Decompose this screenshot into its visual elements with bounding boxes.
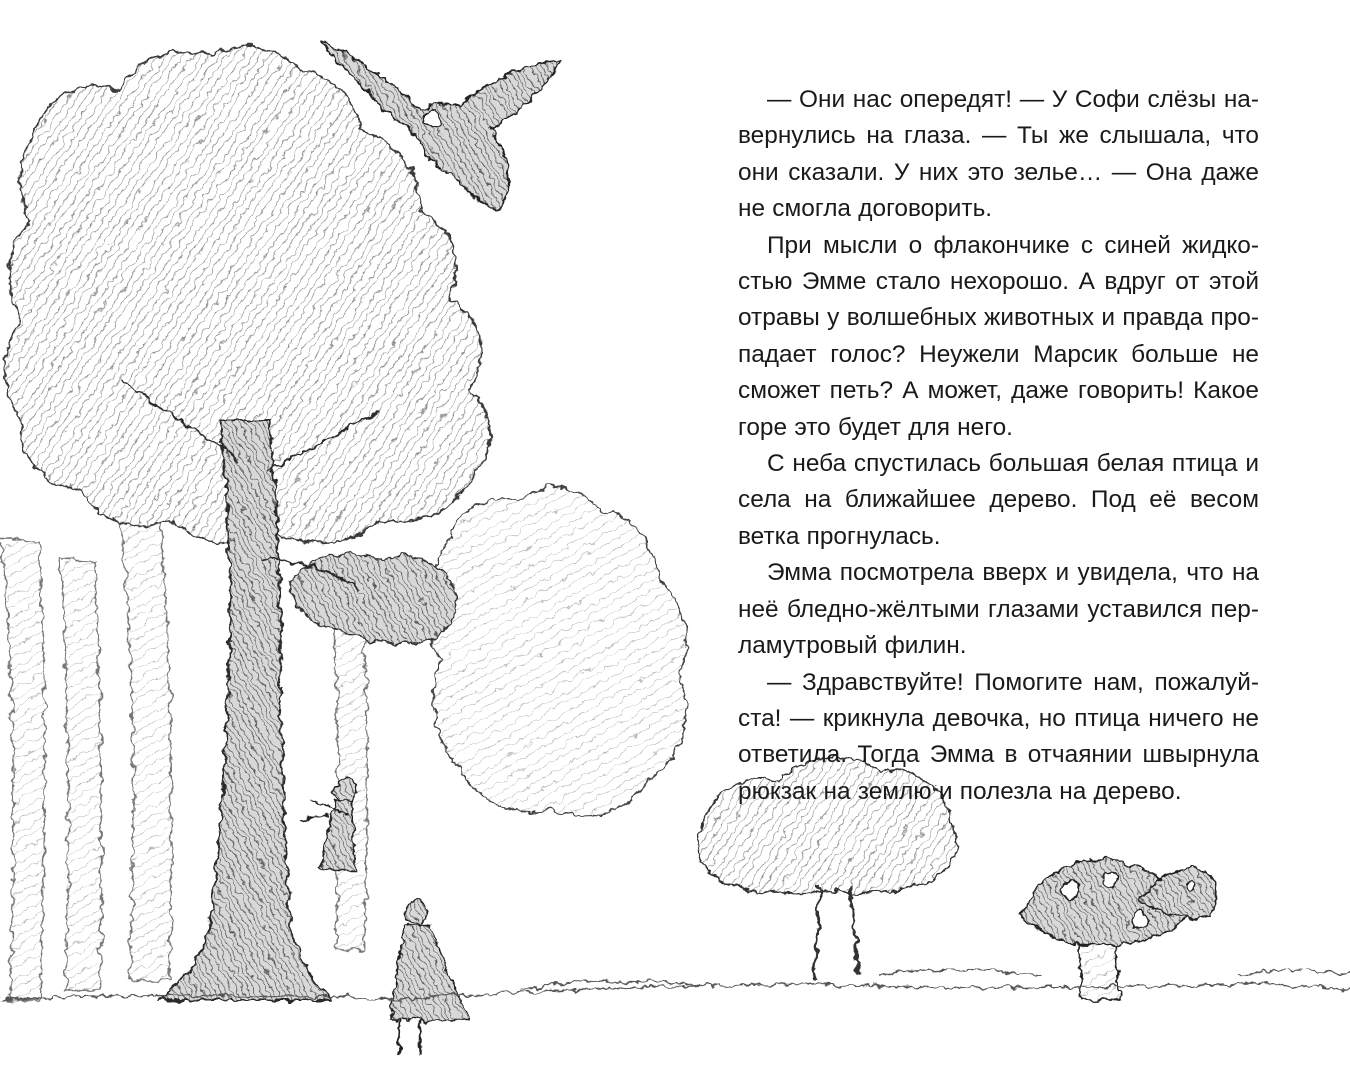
paragraph: — Они нас опередят! — У Софи слёзы навернулись на глаза. — Ты же слышала, что они сказали. У них это зелье… — Она даже не смогла договорить. xyxy=(738,86,1259,223)
mushrooms xyxy=(1020,860,1216,1000)
right-tree-canopy xyxy=(425,487,687,816)
paragraph: Эмма посмотрела вверх и увидела, что на неё бледно-жёлтыми глазами уставился перламутровый филин. xyxy=(738,559,1259,660)
paragraph: С неба спустилась большая белая птица и села на ближайшее дерево. Под её весом ветка прогнулась. xyxy=(738,450,1259,550)
story-text xyxy=(738,82,1259,810)
girl-climbing xyxy=(300,779,356,870)
girl-standing xyxy=(390,900,470,1055)
paragraph: При мысли о флакончике с синей жидкостью Эмме стало нехорошо. А вдруг от этой отравы у волшебных животных и правда пропадает голос? Неужели Марсик больше не сможет петь? А может, даже говорить! Какое горе это будет для него. xyxy=(738,231,1259,441)
paragraph: — Здравствуйте! Помогите нам, пожалуйста! — крикнула девочка, но птица ничего не ответила. Тогда Эмма в отчаянии швырнула рюкзак на землю и полезла на дерево. xyxy=(738,668,1259,805)
